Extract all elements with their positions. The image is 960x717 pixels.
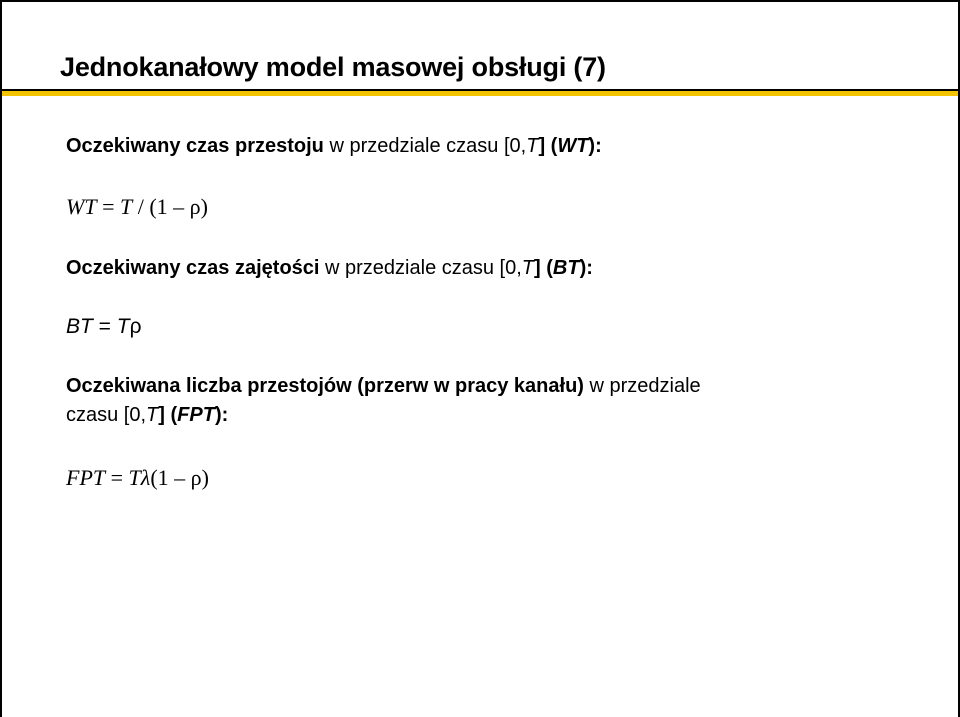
bt-heading-bold: Oczekiwany czas zajętości — [66, 257, 320, 279]
slide-title: Jednokanałowy model masowej obsługi (7) — [60, 52, 606, 82]
fpt-formula-var: Tλ — [128, 465, 151, 490]
bt-interval-end: T — [521, 257, 535, 279]
wt-formula-eq: = — [96, 194, 120, 219]
bt-formula — [66, 315, 142, 339]
bt-formula-eq: = — [92, 315, 117, 338]
title-accent-bar — [2, 91, 958, 96]
fpt-heading-bold: Oczekiwana liczba przestojów (przerw w pracy kanału) — [66, 375, 584, 397]
fpt-tail: ): — [214, 404, 229, 426]
fpt-interval-end: T — [146, 404, 159, 426]
wt-heading-bold: Oczekiwany czas przestoju — [66, 135, 324, 157]
bt-bracket: ] ( — [534, 257, 553, 279]
fpt-formula — [66, 465, 209, 491]
bt-heading — [66, 257, 593, 280]
wt-formula-lhs: WT — [66, 194, 97, 219]
bt-formula-var: T — [116, 315, 130, 338]
bt-heading-rest: w przedziale czasu [0, — [319, 257, 522, 279]
wt-interval-end: T — [526, 135, 539, 157]
wt-formula-var: T — [119, 194, 133, 219]
wt-formula-rest: / (1 – ρ) — [132, 194, 208, 219]
fpt-heading-line2 — [66, 404, 228, 427]
bt-tail: ): — [579, 257, 593, 279]
fpt-bracket: ] ( — [158, 404, 178, 426]
wt-symbol: WT — [557, 135, 589, 157]
fpt-formula-lhs: FPT — [66, 465, 106, 490]
bt-symbol: BT — [552, 257, 580, 279]
wt-tail: ): — [588, 135, 602, 157]
fpt-heading-rest: w przedziale — [583, 375, 701, 397]
fpt-symbol: FPT — [177, 404, 215, 426]
wt-bracket: ] ( — [538, 135, 558, 157]
fpt-formula-eq: = — [105, 465, 129, 490]
wt-heading — [66, 135, 602, 158]
bt-formula-rho: ρ — [129, 315, 142, 338]
fpt-heading-line1 — [66, 375, 701, 398]
fpt-line2-text: czasu [0, — [66, 404, 147, 426]
wt-formula — [66, 194, 208, 220]
fpt-formula-rest: (1 – ρ) — [150, 465, 209, 490]
bt-formula-lhs: BT — [66, 315, 93, 338]
wt-heading-rest: w przedziale czasu [0, — [323, 135, 527, 157]
